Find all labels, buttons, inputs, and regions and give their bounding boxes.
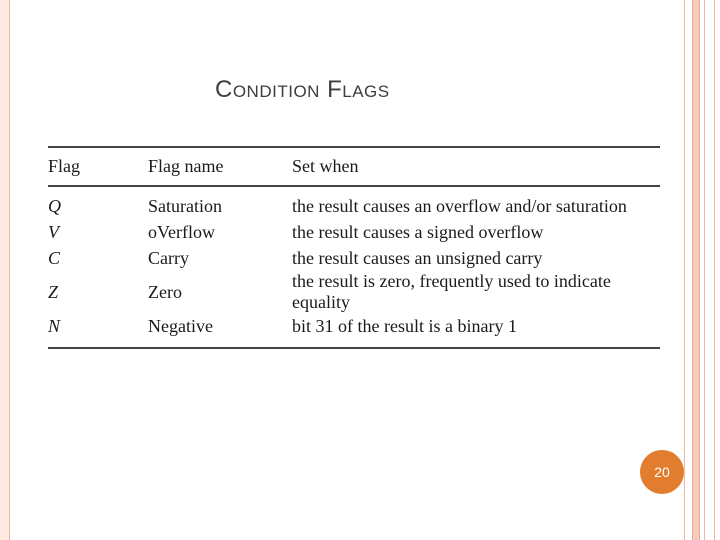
- column-header-flag: Flag: [48, 147, 148, 186]
- flag-name-cell: Carry: [148, 247, 189, 268]
- column-header-set-when: Set when: [292, 147, 660, 186]
- slide-frame-left: [0, 0, 10, 540]
- set-when-cell: the result causes an unsigned carry: [292, 247, 543, 268]
- set-when-cell: the result is zero, frequently used to indicate equality: [292, 271, 611, 312]
- slide-frame-right-line: [684, 0, 685, 540]
- table-row: [48, 245, 660, 271]
- flag-cell: C: [48, 247, 61, 268]
- slide-frame-right-band: [692, 0, 700, 540]
- flag-name-cell: Zero: [148, 281, 182, 302]
- column-header-flag-name: Flag name: [148, 147, 292, 186]
- table-row: [48, 271, 660, 313]
- page-number-badge: 20: [640, 450, 684, 494]
- slide-frame-right-line: [714, 0, 715, 540]
- flag-cell: Q: [48, 195, 61, 216]
- flag-cell: Z: [48, 281, 59, 302]
- table-row: [48, 313, 660, 348]
- slide-title: Condition Flags: [215, 76, 390, 103]
- set-when-cell: bit 31 of the result is a binary 1: [292, 313, 660, 348]
- set-when-cell: the result causes a signed overflow: [292, 221, 544, 242]
- flag-name-cell: oVerflow: [148, 221, 215, 242]
- flag-cell: N: [48, 313, 148, 348]
- flag-name-cell: Negative: [148, 313, 292, 348]
- condition-flags-table: [48, 146, 660, 349]
- flag-name-cell: Saturation: [148, 195, 222, 216]
- table-header-row: [48, 147, 660, 186]
- set-when-cell: the result causes an overflow and/or saturation: [292, 195, 627, 216]
- table-row: [48, 219, 660, 245]
- table-row: [48, 186, 660, 219]
- flag-cell: V: [48, 221, 59, 242]
- slide-frame-right-line: [704, 0, 705, 540]
